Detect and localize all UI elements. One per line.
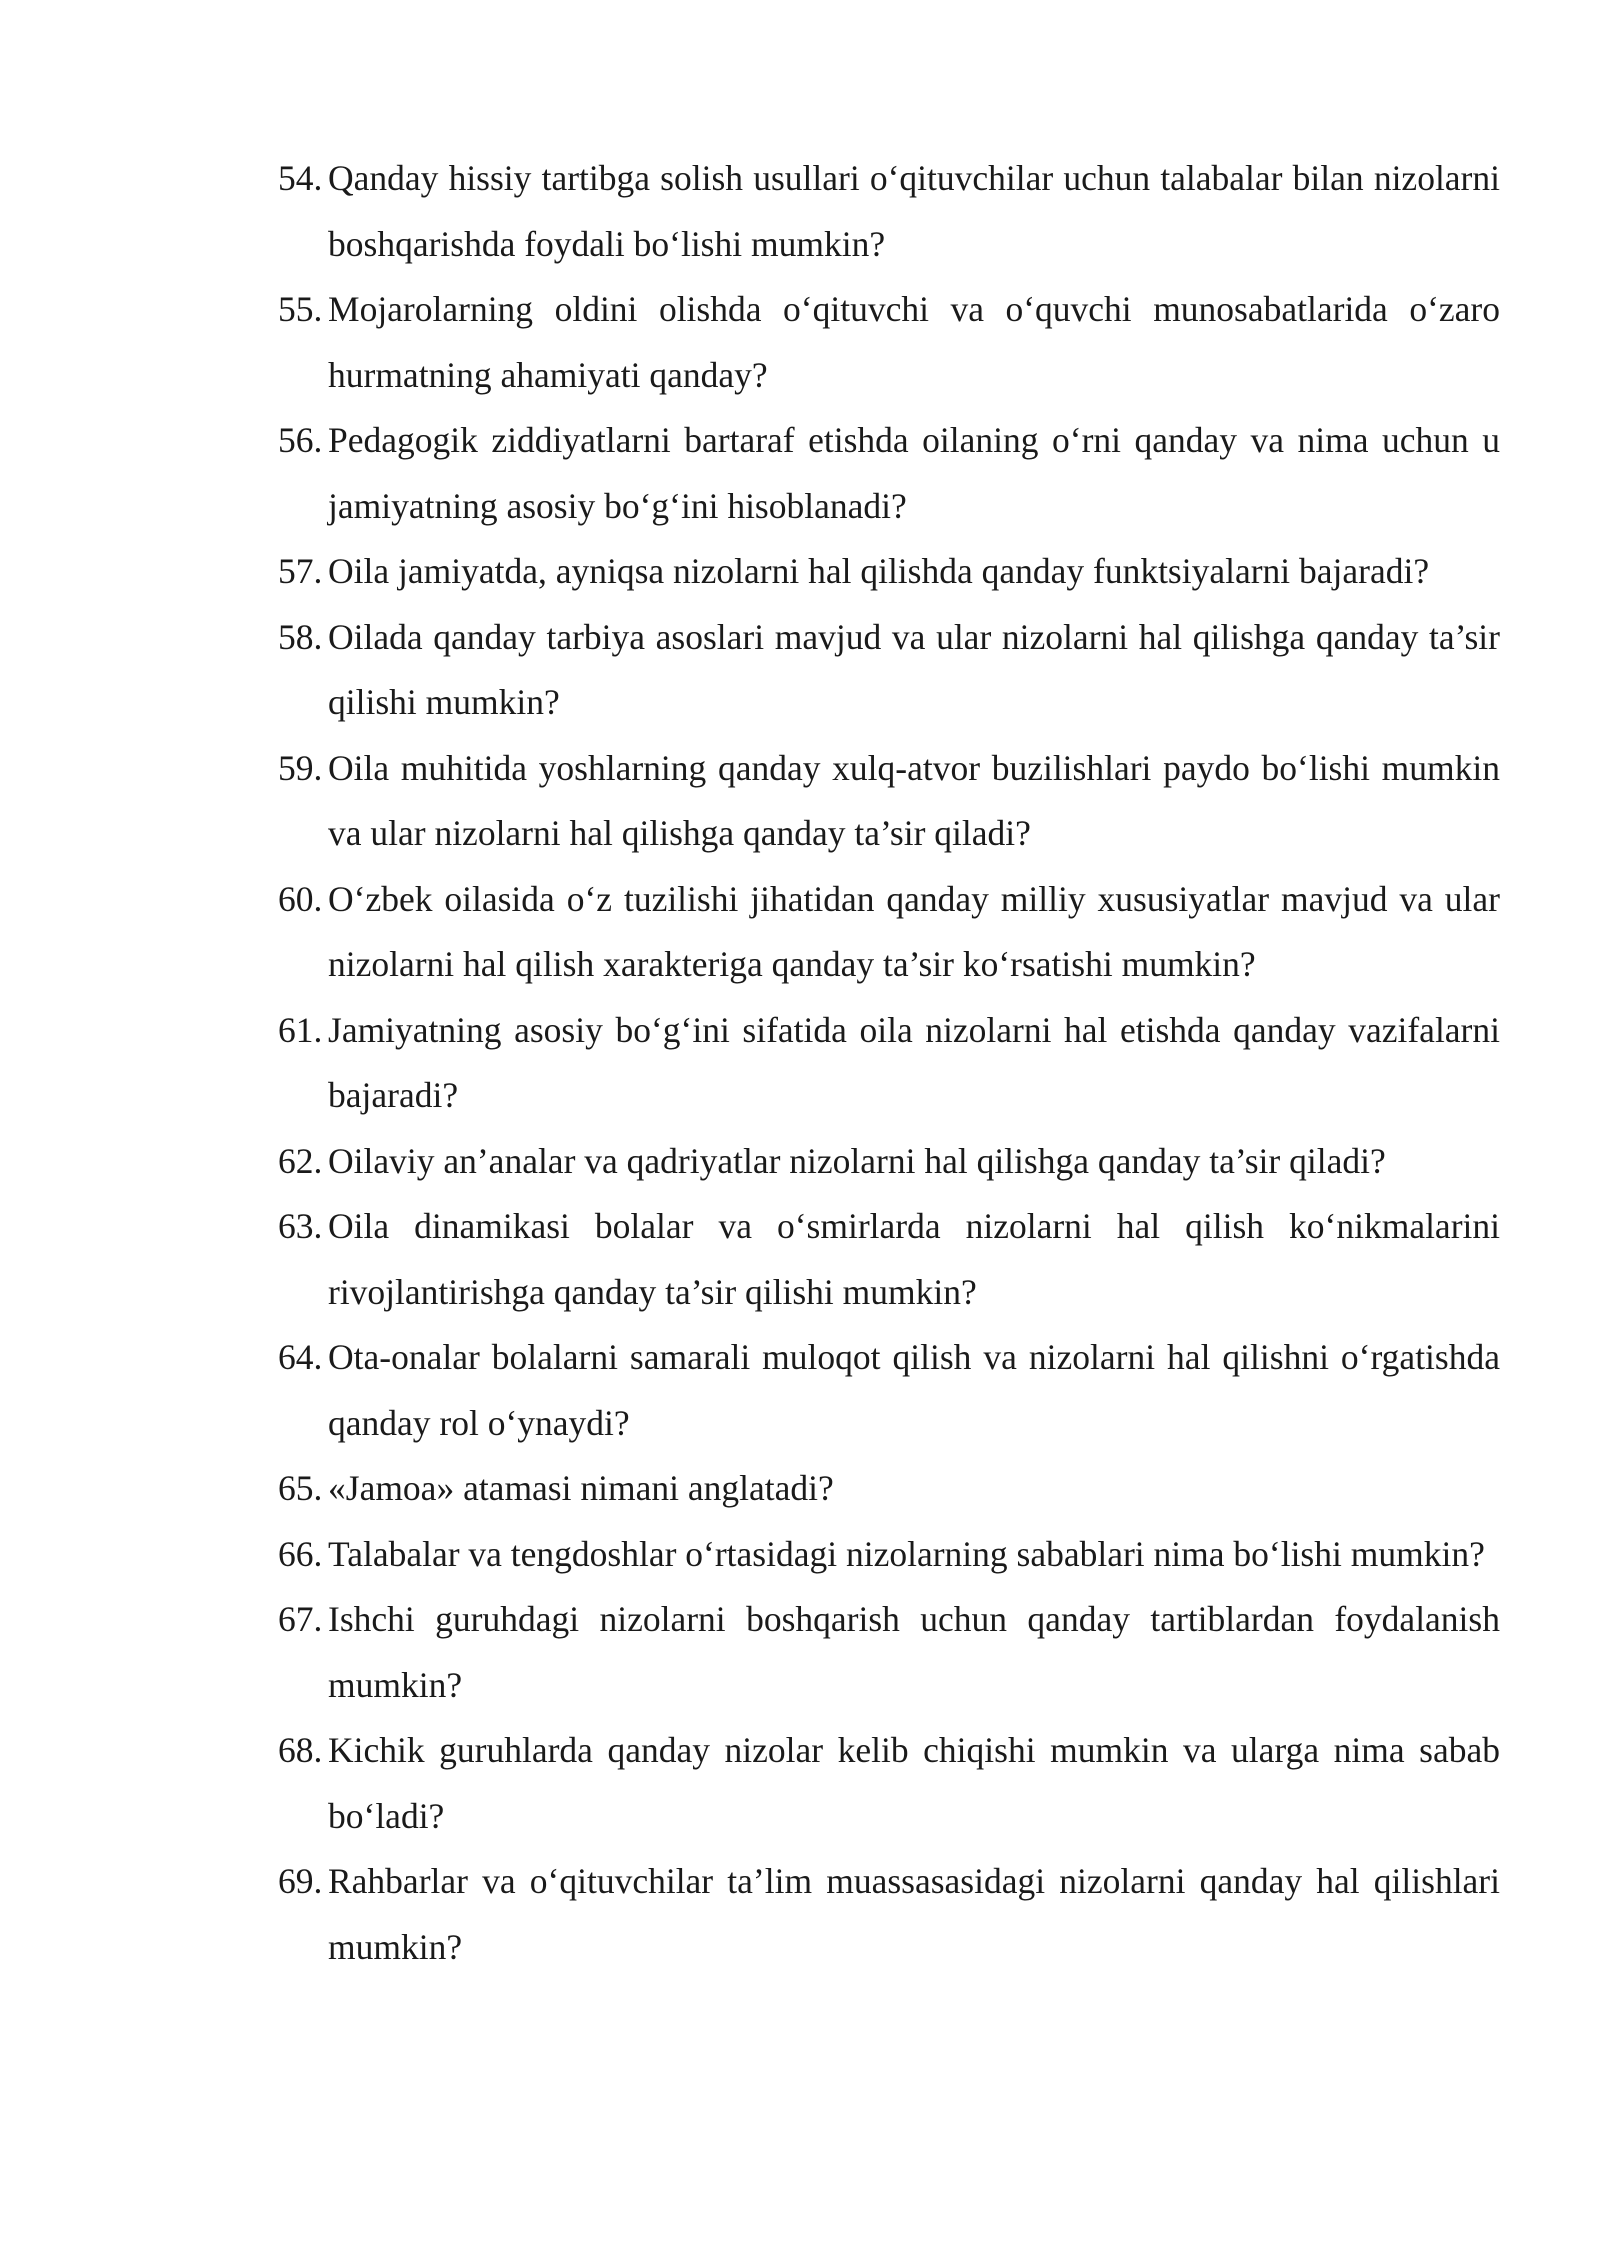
question-text: «Jamoa» atamasi nimani anglatadi? — [328, 1468, 834, 1508]
question-number: 63. — [278, 1206, 323, 1246]
question-text: Kichik guruhlarda qanday nizolar kelib chiqishi mumkin va ularga nima sabab bo‘ladi? — [328, 1730, 1500, 1836]
question-item — [278, 1849, 1500, 1980]
question-item — [278, 1129, 1500, 1195]
question-text: Oila jamiyatda, ayniqsa nizolarni hal qilishda qanday funktsiyalarni bajaradi? — [328, 551, 1430, 591]
question-text: Oilaviy an’analar va qadriyatlar nizolarni hal qilishga qanday ta’sir qiladi? — [328, 1140, 1386, 1181]
question-text: Pedagogik ziddiyatlarni bartaraf etishda oilaning o‘rni qanday va nima uchun u jamiyatning asosiy bo‘g‘ini hisoblanadi? — [328, 420, 1500, 526]
question-item — [278, 1718, 1500, 1849]
question-number: 61. — [278, 1009, 323, 1050]
question-item — [278, 867, 1500, 998]
question-item — [278, 1325, 1500, 1456]
question-item — [278, 146, 1500, 277]
question-text: Ishchi guruhdagi nizolarni boshqarish uchun qanday tartiblardan foydalanish mumkin? — [328, 1599, 1500, 1705]
question-number: 65. — [278, 1468, 323, 1508]
question-number: 62. — [278, 1140, 323, 1181]
question-number: 58. — [278, 616, 323, 657]
question-item — [278, 1587, 1500, 1718]
question-text: Jamiyatning asosiy bo‘g‘ini sifatida oila nizolarni hal etishda qanday vazifalarni bajaradi? — [328, 1009, 1500, 1115]
question-number: 60. — [278, 878, 323, 919]
question-list — [278, 146, 1500, 1980]
question-text: Rahbarlar va o‘qituvchilar ta’lim muassasasidagi nizolarni qanday hal qilishlari mumkin? — [328, 1861, 1500, 1967]
question-number: 54. — [278, 158, 323, 198]
question-item — [278, 998, 1500, 1129]
question-text: Mojarolarning oldini olishda o‘qituvchi va o‘quvchi munosabatlarida o‘zaro hurmatning ahamiyati qanday? — [328, 289, 1500, 395]
question-number: 64. — [278, 1337, 323, 1377]
question-item — [278, 605, 1500, 736]
question-number: 67. — [278, 1599, 323, 1639]
question-number: 59. — [278, 747, 323, 788]
question-item — [278, 1194, 1500, 1325]
question-number: 56. — [278, 420, 323, 460]
question-item — [278, 277, 1500, 408]
question-number: 57. — [278, 551, 323, 591]
question-item — [278, 736, 1500, 867]
question-text: Oilada qanday tarbiya asoslari mavjud va ular nizolarni hal qilishga qanday ta’sir qilishi mumkin? — [328, 616, 1500, 722]
question-text: Qanday hissiy tartibga solish usullari o‘qituvchilar uchun talabalar bilan nizolarni boshqarishda foydali bo‘lishi mumkin? — [328, 158, 1500, 264]
question-text: Oila dinamikasi bolalar va o‘smirlarda nizolarni hal qilish ko‘nikmalarini rivojlantirishga qanday ta’sir qilishi mumkin? — [328, 1206, 1500, 1312]
question-item — [278, 1522, 1500, 1588]
question-number: 55. — [278, 289, 323, 329]
question-text: Oila muhitida yoshlarning qanday xulq-atvor buzilishlari paydo bo‘lishi mumkin va ular nizolarni hal qilishga qanday ta’sir qiladi? — [328, 747, 1500, 853]
question-text: Talabalar va tengdoshlar o‘rtasidagi nizolarning sabablari nima bo‘lishi mumkin? — [328, 1533, 1485, 1574]
question-item — [278, 408, 1500, 539]
question-number: 68. — [278, 1730, 323, 1770]
question-item — [278, 1456, 1500, 1522]
question-number: 66. — [278, 1533, 323, 1574]
question-text: Ota-onalar bolalarni samarali muloqot qilish va nizolarni hal qilishni o‘rgatishda qanday rol o‘ynaydi? — [328, 1337, 1500, 1443]
question-item — [278, 539, 1500, 605]
question-text: O‘zbek oilasida o‘z tuzilishi jihatidan qanday milliy xususiyatlar mavjud va ular nizolarni hal qilish xarakteriga qanday ta’sir ko‘rsatishi mumkin? — [328, 878, 1500, 984]
question-number: 69. — [278, 1861, 323, 1901]
